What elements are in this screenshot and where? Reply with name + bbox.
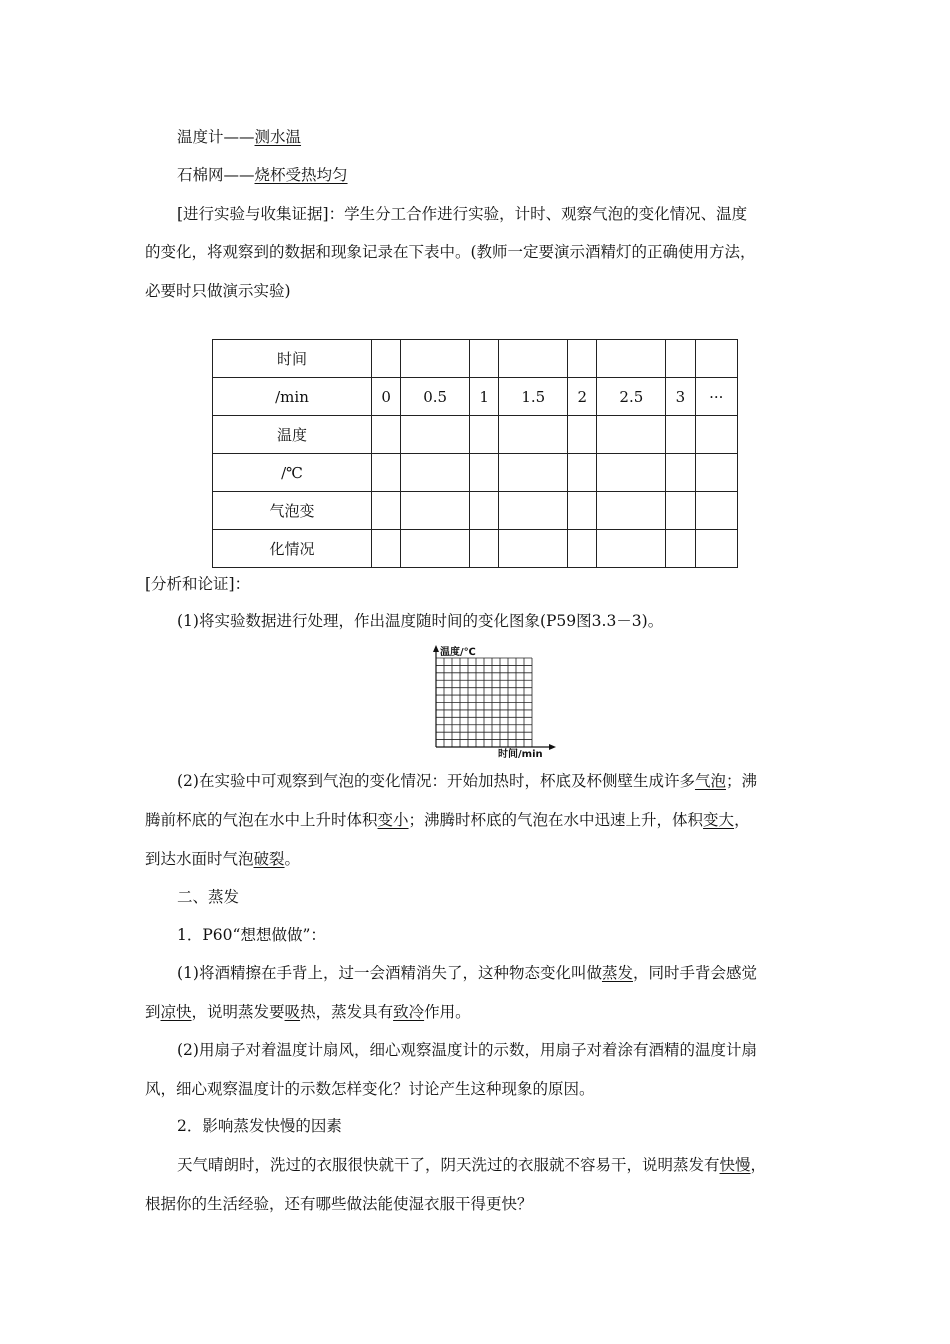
table-cell [666,454,695,492]
equipment-thermometer [177,127,301,147]
table-cell: 2 [568,378,597,416]
table-cell [372,454,401,492]
table-cell [470,530,499,568]
table-row [213,530,738,568]
equipment-name: 石棉网—— [177,166,255,184]
table-cell: 1 [470,378,499,416]
text: ，同时手背会感觉 [632,964,757,982]
table-cell: 0.5 [401,378,470,416]
x-axis-label: 时间/min [498,749,543,760]
table-cell [470,340,499,378]
text: 热，蒸发具有 [300,1003,394,1021]
table-cell: ··· [695,378,738,416]
paragraph-line: 风，细心观察温度计的示数怎样变化？讨论产生这种现象的原因。 [145,1080,595,1098]
table-cell [401,340,470,378]
table-cell [568,492,597,530]
table-cell [597,454,666,492]
table-cell: 3 [666,378,695,416]
table-row [213,492,738,530]
answer: 变小 [377,811,409,829]
paragraph-line: 根据你的生活经验，还有哪些做法能使湿衣服干得更快？ [145,1195,533,1213]
table-cell [499,340,568,378]
table-cell [372,492,401,530]
table-cell [695,416,738,454]
row-label: 时间 [213,340,372,378]
paragraph-line: (2)用扇子对着温度计扇风，细心观察温度计的示数，用扇子对着涂有酒精的温度计扇 [177,1041,757,1059]
table-cell [666,492,695,530]
table-cell: 1.5 [499,378,568,416]
paragraph-line [177,771,757,791]
y-axis-label: 温度/℃ [440,647,476,658]
table-row [213,340,738,378]
table-cell [470,492,499,530]
answer: 气泡 [694,772,726,790]
table-cell [372,340,401,378]
answer: 致冷 [393,1003,425,1021]
table-cell [499,416,568,454]
table-cell [372,416,401,454]
answer: 凉快 [160,1003,192,1021]
text: 到 [145,1003,161,1021]
paragraph-line [177,963,757,983]
x-axis-arrow-icon [549,744,556,750]
table-cell [695,340,738,378]
text: (2)在实验中可观察到气泡的变化情况：开始加热时，杯底及杯侧壁生成许多 [177,772,695,790]
table-cell [401,454,470,492]
table-cell [695,530,738,568]
section-heading: 二、蒸发 [177,888,240,906]
table-cell [401,416,470,454]
table-row [213,454,738,492]
experiment-heading: [进行实验与收集证据]：学生分工合作进行实验，计时、观察气泡的变化情况、温度 [177,205,748,223]
equipment-asbestos-net [177,165,348,185]
table-cell: 0 [372,378,401,416]
table-cell [597,530,666,568]
paragraph-line [145,849,300,869]
table-cell [597,340,666,378]
table-cell [568,530,597,568]
table-cell [499,530,568,568]
paragraph-line [145,1002,471,1022]
table-cell [666,530,695,568]
chart-grid [436,658,532,747]
table-cell [695,492,738,530]
analysis-heading: [分析和论证]： [145,575,251,593]
answer: 变大 [703,811,735,829]
answer: 破裂 [253,850,285,868]
text: 作用。 [424,1003,471,1021]
table-cell [401,530,470,568]
table-row [213,378,738,416]
question-2-title: 2．影响蒸发快慢的因素 [177,1117,342,1135]
text: ，说明蒸发要 [191,1003,285,1021]
table-cell [666,340,695,378]
table-cell [666,416,695,454]
table-cell [597,492,666,530]
table-cell [695,454,738,492]
table-cell [597,416,666,454]
record-table [212,339,738,568]
row-label: /℃ [213,454,372,492]
table-cell [568,416,597,454]
equipment-name: 温度计—— [177,128,255,146]
text: (1)将酒精擦在手背上，过一会酒精消失了，这种物态变化叫做 [177,964,602,982]
experiment-text: 的变化，将观察到的数据和现象记录在下表中。(教师一定要演示酒精灯的正确使用方法， [145,243,756,261]
answer: 蒸发 [601,964,633,982]
row-label: /min [213,378,372,416]
y-axis-arrow-icon [433,645,439,652]
table-cell: 2.5 [597,378,666,416]
text: ；沸腾时杯底的气泡在水中迅速上升，体积 [408,811,704,829]
experiment-text: 必要时只做演示实验) [145,282,291,300]
table-row [213,416,738,454]
text: 到达水面时气泡 [145,850,254,868]
table-cell [401,492,470,530]
table-cell [568,454,597,492]
table-cell [499,492,568,530]
row-label: 化情况 [213,530,372,568]
text: 。 [284,850,301,868]
row-label: 气泡变 [213,492,372,530]
text: 天气晴朗时，洗过的衣服很快就干了，阴天洗过的衣服就不容易干，说明蒸发有 [177,1156,720,1174]
text: ， [734,811,750,829]
analysis-item-1: (1)将实验数据进行处理，作出温度随时间的变化图象(P59图3.3－3)。 [177,612,664,630]
paragraph-line [177,1155,766,1175]
equipment-use-answer: 烧杯受热均匀 [254,166,348,184]
text: ；沸 [725,772,757,790]
question-1-title: 1．P60“想想做做”： [177,926,326,944]
temperature-time-chart [426,644,558,760]
text: 腾前杯底的气泡在水中上升时体积 [145,811,378,829]
row-label: 温度 [213,416,372,454]
table-cell [568,340,597,378]
table-cell [372,530,401,568]
answer: 吸 [284,1003,301,1021]
equipment-use-answer: 测水温 [254,128,302,146]
table-cell [470,416,499,454]
table-cell [470,454,499,492]
text: ， [750,1156,767,1174]
answer: 快慢 [719,1156,751,1174]
paragraph-line [145,810,750,830]
table-cell [499,454,568,492]
